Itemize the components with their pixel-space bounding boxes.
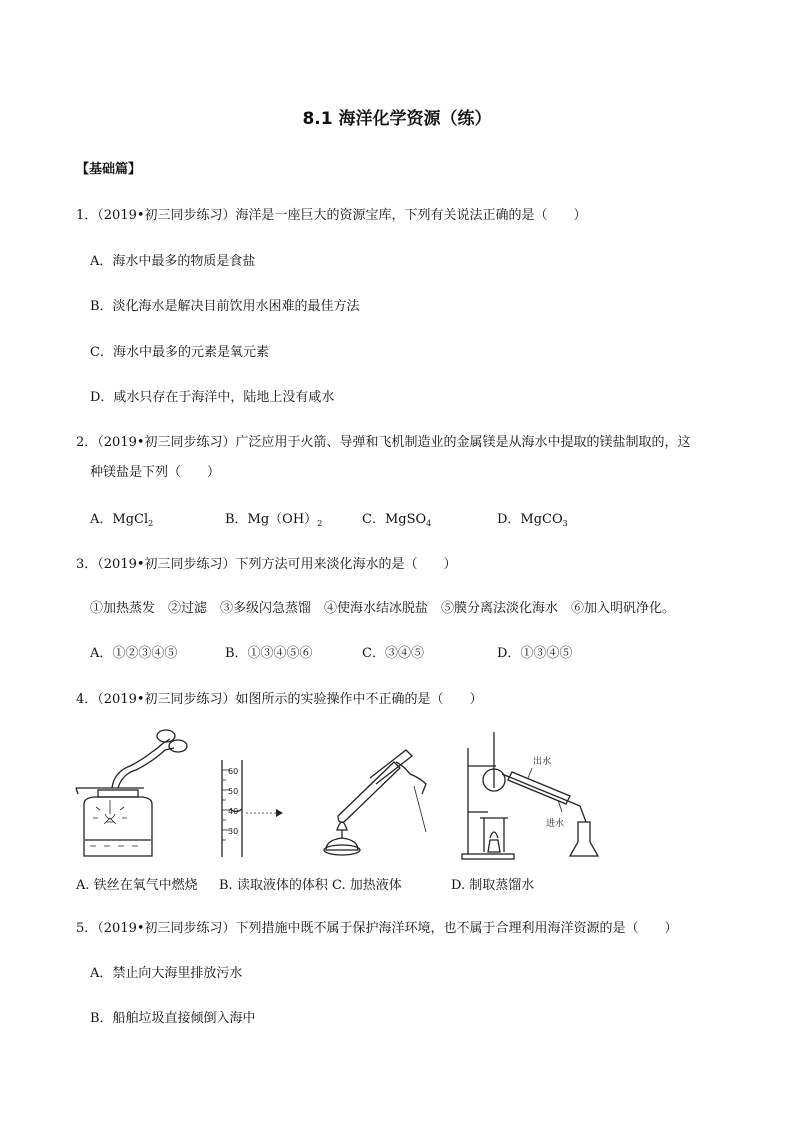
question-2-option-c: C．MgSO$_4$	[362, 512, 432, 528]
page-title: 8.1 海洋化学资源（练）	[302, 109, 492, 129]
question-1-option-a: A．海水中最多的物质是食盐	[90, 254, 256, 269]
question-1-option-c: C．海水中最多的元素是氧元素	[90, 345, 269, 360]
question-2-option-a: A．MgCl$_2$	[90, 512, 154, 528]
question-1-option-d: D．咸水只存在于海洋中，陆地上没有咸水	[90, 390, 335, 405]
question-3-option-d: D．①③④⑤	[497, 646, 573, 661]
question-2-stem-line2: 种镁盐是下列（ ）	[90, 465, 221, 480]
heating-liquid-illustration	[324, 750, 426, 855]
distillation-apparatus-illustration	[462, 732, 598, 859]
question-1-stem: 1．（2019•初三同步练习）海洋是一座巨大的资源宝库，下列有关说法正确的是（ ）	[76, 208, 587, 223]
graduated-cylinder-illustration	[222, 760, 283, 857]
question-2-option-d: D．MgCO$_3$	[497, 512, 568, 528]
question-3-option-a: A．①②③④⑤	[90, 646, 178, 661]
section-heading: 【基础篇】	[76, 162, 142, 177]
question-2-stem-line1: 2．（2019•初三同步练习）广泛应用于火箭、导弹和飞机制造业的金属镁是从海水中提取的镁盐制取的，这	[76, 435, 691, 450]
question-3-method-list: ①加热蒸发 ②过滤 ③多级闪急蒸馏 ④使海水结冰脱盐 ⑤膜分离法淡化海水 ⑥加入明矾净化。	[90, 601, 676, 616]
question-1-option-b: B．淡化海水是解决目前饮用水困难的最佳方法	[90, 299, 360, 314]
cylinder-tick-40: 40	[228, 807, 239, 816]
question-3-stem: 3．（2019•初三同步练习）下列方法可用来淡化海水的是（ ）	[76, 557, 457, 572]
question-5-option-a: A．禁止向大海里排放污水	[90, 966, 243, 981]
question-4-stem: 4．（2019•初三同步练习）如图所示的实验操作中不正确的是（ ）	[76, 692, 483, 707]
iron-wire-burning-illustration	[76, 730, 187, 856]
figure-caption-c: C. 加热液体	[332, 878, 402, 893]
figure-caption-a: A. 铁丝在氧气中燃烧	[76, 878, 198, 893]
figure-caption-d: D. 制取蒸馏水	[451, 878, 535, 893]
question-3-option-c: C．③④⑤	[362, 646, 424, 661]
cylinder-tick-60: 60	[228, 767, 239, 776]
question-2-option-b: B．$Mg(OH)_2$	[225, 512, 323, 528]
figure-caption-b: B. 读取液体的体积	[219, 878, 328, 893]
question-5-stem: 5．（2019•初三同步练习）下列措施中既不属于保护海洋环境，也不属于合理利用海洋资源的是（ ）	[76, 921, 678, 936]
water-outlet-label: 出水	[533, 757, 552, 767]
question-3-option-b: B．①③④⑤⑥	[225, 646, 313, 661]
question-4-figure	[70, 722, 630, 867]
cylinder-tick-50: 50	[228, 787, 239, 796]
water-inlet-label: 进水	[546, 819, 565, 829]
cylinder-tick-30: 30	[228, 827, 239, 836]
question-5-option-b: B．船舶垃圾直接倾倒入海中	[90, 1011, 256, 1026]
